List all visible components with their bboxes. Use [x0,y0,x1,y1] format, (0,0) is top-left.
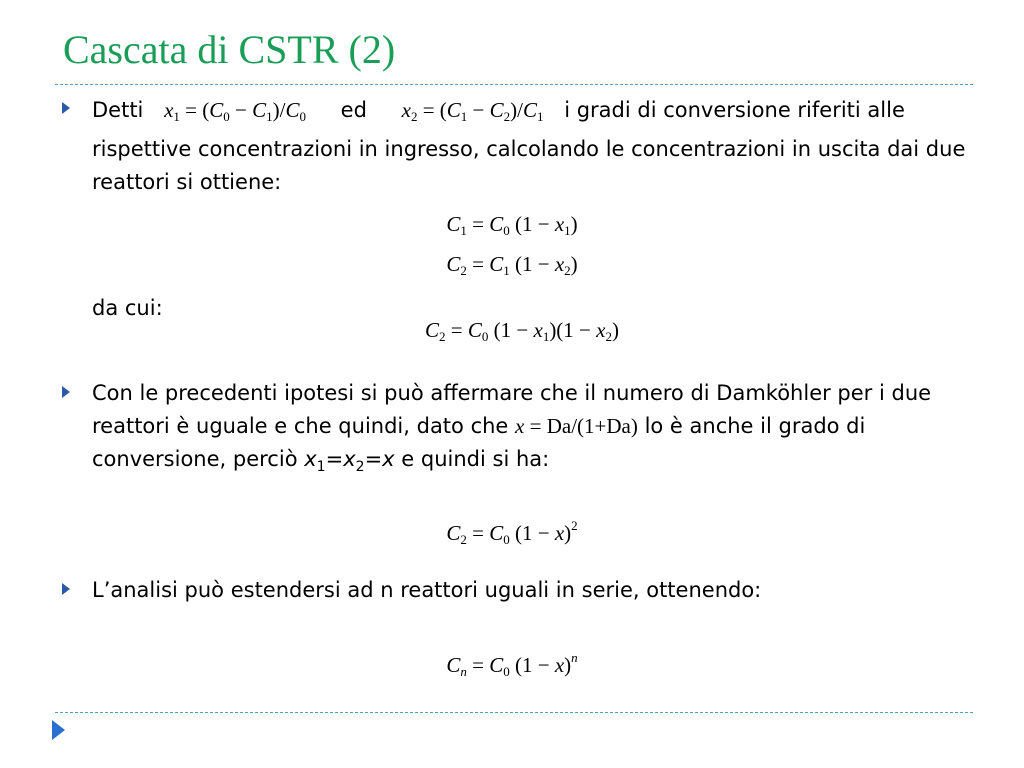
equation-c2: $C_2 = C_1$ $(1 - x_2)$ [446,252,578,278]
bullet-triangle-icon [62,583,70,595]
bullet-triangle-icon [62,102,70,114]
bullet-2-middle: lo è anche il grado di conversione, perciò [92,414,866,471]
word-detti: Detti [92,98,144,122]
da-cui-text: da cui: [92,296,163,320]
word-ed: ed [340,98,367,122]
formula-x2: $x_2 = (C_1 - C_2)/C_1$ [401,98,544,124]
formula-x1: $x_1 = (C_0 - C_1)/C_0$ [164,98,306,124]
equation-c2-squared: $C_2 = C_0$ $(1 - x)^2$ [446,518,578,547]
bullet-2-text [92,377,972,484]
play-arrow-icon[interactable] [52,720,65,740]
bullet-3-text: L’analisi può estendersi ad n reattori uguali in serie, ottenendo: [92,578,762,602]
equation-c2-combined: $C_2 = C_0$ $(1 - x_1)(1 - x_2)$ [425,318,619,344]
bullet-1-continuation: i gradi di conversione riferiti alle rispettive concentrazioni in ingresso, calcolando le concentrazioni in uscita dai due reattori si ottiene: [92,98,966,194]
slide-title: Cascata di CSTR (2) [63,27,396,72]
top-divider [55,84,973,85]
formula-x-damkohler: x = Da/(1+Da) [515,414,638,438]
bullet-2-end: e quindi si ha: [401,447,550,471]
bullet-1-text [92,94,972,199]
bottom-divider [55,712,973,713]
bullet-triangle-icon [62,386,70,398]
equation-cn: $C_n = C_0$ $(1 - x)^n$ [446,650,578,679]
equation-c1: $C_1 = C_0$ $(1 - x_1)$ [446,212,578,238]
formula-x-equal: $x_1=x_2=x$ [304,447,395,476]
bullet-2-start: Con le precedenti ipotesi si può affermare che il numero di Damköhler per i due reattori è uguale e che quindi, dato che [92,381,932,438]
